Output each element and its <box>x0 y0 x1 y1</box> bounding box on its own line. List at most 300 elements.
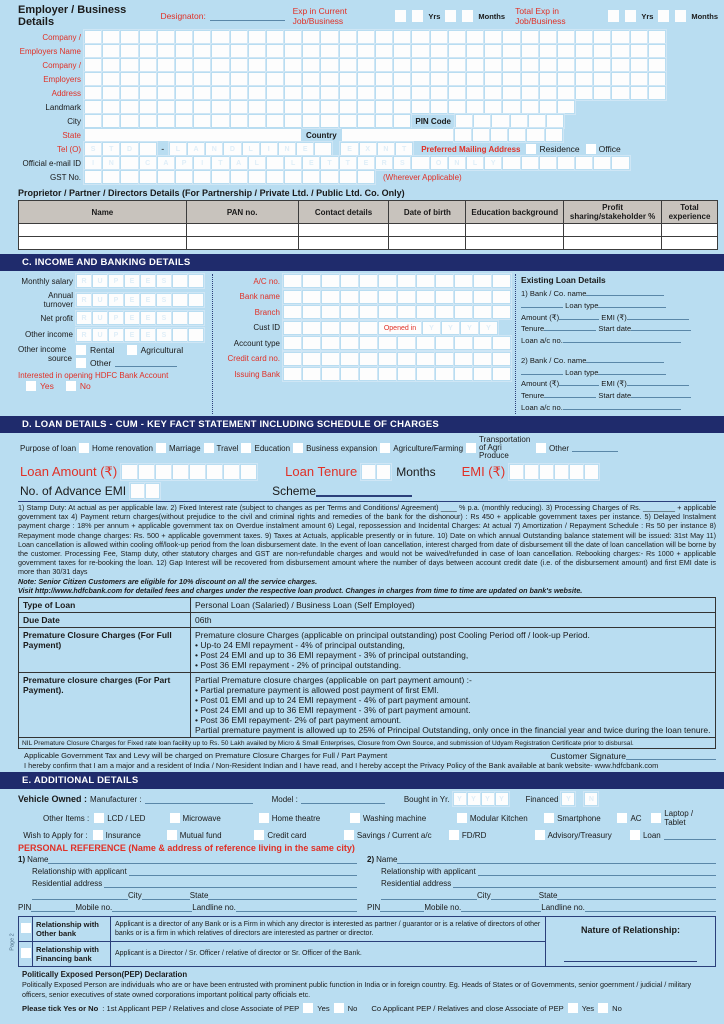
checkbox-pep-first-no[interactable] <box>334 1003 344 1013</box>
item-modular-kitchen: Modular Kitchen <box>469 813 528 823</box>
checkbox-relationship-other-bank[interactable] <box>21 923 31 933</box>
ref1-name-input[interactable] <box>48 855 357 864</box>
banking-col <box>217 274 512 414</box>
kf-key-due-date: Due Date <box>19 613 191 628</box>
tel-landline-comb[interactable]: L A N D L I N E <box>169 142 333 156</box>
ref1-relationship-input[interactable] <box>129 867 357 876</box>
loan2-emi-input[interactable] <box>627 379 689 386</box>
col-name: Name <box>19 201 187 224</box>
total-exp-mo-2[interactable] <box>674 9 687 23</box>
checkbox-fd-rd[interactable] <box>449 830 459 840</box>
proprietor-table <box>18 200 718 250</box>
charges-body: 1) Stamp Duty: At actual as per applicable law. 2) Fixed Interest rate (subject to changes as per Terms and Conditions/ Agreement) ____ % p.a. (monthly reducing). 3) Processing Charges of Rs. ________ + applicable government tax 4) Payment return charges(without prejudice to the civil and criminal rights and remedies of the bank for the dishonour) : Rs 450 + applicable government taxes per instance. 5) Delayed Instalment payment charge : 18% per annum + applicable government tax on Overdue instalment amount 6) Legal, repossession and Incidental Charges: At actual 7) Amortization / Repayment Schedule : Rs 50 per instance 8) Repayment mode change charges: Rs. 500 + applicable government taxes. 9) Taxes at Actuals, applicable presently or in future. 10) Date on which annual Outstanding balance statement will be issued: 31st May 11) Loan cancellation is allowed within cooling off/look-up period from the loan disbursement date. In the event of loan cancellation, interest charged from date of disbursement till the date of loan cancellation will be borne by the customer. Processing Fee, Stamp duty, other statutory charges and GST are non-refundable charges and would not be waived/refunded in case of loan cancellation. Rebooking charges:- Rs 1000 + applicable government taxes for re-booking the loan. 12) Gap Interest will be recovered from disbursement amount where the number of days between account credit date (i.e. of the disbursement amount) and first EMI date is more than 30/31 days <box>18 502 716 577</box>
other-income-source-label: Other income source <box>18 344 72 363</box>
kf-row-footer-note <box>19 738 716 749</box>
loan2-tenure-input[interactable] <box>544 391 596 398</box>
office-label: Office <box>598 144 621 154</box>
financed-label: Financed <box>525 794 559 804</box>
nature-input[interactable] <box>564 961 697 962</box>
loan-details-section <box>0 433 724 499</box>
checkbox-credit-card[interactable] <box>254 830 264 840</box>
city-comb[interactable] <box>84 114 411 128</box>
email-row <box>18 156 718 170</box>
hdfc-no-label: No <box>79 380 91 391</box>
nature-of-relationship-cell <box>546 917 716 967</box>
table-row[interactable] <box>19 237 718 250</box>
loan2-bank-input[interactable] <box>586 356 664 363</box>
ref1-mobile-label: Mobile no. <box>75 903 113 913</box>
advance-emi-label: No. of Advance EMI <box>20 483 127 498</box>
kf-part-line-1: • Partial premature payment is allowed post payment of first EMI. <box>195 685 439 696</box>
branch-row <box>217 305 512 319</box>
company-name-comb-1[interactable] <box>84 30 666 44</box>
checkbox-purpose-travel[interactable] <box>204 443 214 453</box>
exp-current-mo-2[interactable] <box>461 9 474 23</box>
loan2-startdate-label: Start date <box>598 391 632 401</box>
charges-note: Note: Senior Citizen Customers are eligible for 10% discount on all the service charges. <box>18 576 318 586</box>
employer-header-row <box>18 4 718 28</box>
vehicle-owned-label: Vehicle Owned : <box>18 794 88 805</box>
issuing-bank-label: Issuing Bank <box>234 369 280 379</box>
charges-visit: Visit http://www.hdfcbank.com for detailed fees and charges under the respective loan product. Changes in charges from time to time are updated on bank's website. <box>18 585 583 595</box>
ref1-address-label: Residential address <box>32 879 103 889</box>
bank-name-row <box>217 290 512 304</box>
loan2-amount-input[interactable] <box>559 379 599 386</box>
tel-label: Tel (O) <box>57 144 81 154</box>
pep-tick-label: Please tick Yes or No <box>22 1003 99 1013</box>
ref2-landline-label: Landline no. <box>541 903 585 913</box>
loan-amount-label: Loan Amount (₹) <box>20 463 118 479</box>
exp-current-label: Exp in Current Job/Business <box>292 6 347 26</box>
col-pan: PAN no. <box>186 201 298 224</box>
loan-amount-comb[interactable] <box>121 464 257 480</box>
pep-body: Politically Exposed Person are individuals who are or have been entrusted with prominent public function in India or in foreign country. Eg. Heads of States or of Governments, senior goernment / judicial / military officers, senior executives of state owned corporations important political party officials etc. <box>22 980 692 999</box>
income-divider <box>212 274 213 414</box>
checkbox-purpose-marriage[interactable] <box>156 443 166 453</box>
total-exp-label: Total Exp in Job/Business <box>515 6 566 26</box>
item-laptop-tablet: Laptop / Tablet <box>664 809 694 828</box>
pincode-comb[interactable] <box>455 114 564 128</box>
income-section <box>0 271 724 416</box>
item-washing-machine: Washing machine <box>362 813 427 823</box>
purpose-other-input[interactable] <box>572 444 618 452</box>
employer-title: Employer / Business Details <box>18 4 127 28</box>
loan2-type-input[interactable] <box>598 368 666 375</box>
col-profit: Profit sharing/stakeholder % <box>564 201 662 224</box>
loan1-bank-label: 1) Bank / Co. name <box>521 289 587 299</box>
checkbox-purpose-agriculture[interactable] <box>380 443 390 453</box>
financed-no-box[interactable]: N <box>584 792 598 806</box>
monthly-salary-comb[interactable]: R U P E E S <box>76 274 204 288</box>
ref2-name-input[interactable] <box>397 855 716 864</box>
proprietor-header-row <box>19 201 718 224</box>
loan1-emi-input[interactable] <box>627 313 689 320</box>
checkbox-mutual-fund[interactable] <box>167 830 177 840</box>
company-name-label-1: Company / <box>42 32 81 42</box>
manufacturer-input[interactable] <box>145 795 253 804</box>
state-country-row <box>18 128 718 142</box>
email-label: Official e-mail ID <box>22 158 81 168</box>
col-experience: Total experience <box>662 201 718 224</box>
company-address-comb-2[interactable] <box>84 72 666 86</box>
country-label: Country <box>306 130 337 140</box>
checkbox-savings-current[interactable] <box>344 830 354 840</box>
ref2-address-input[interactable] <box>453 879 716 888</box>
yrs-label-1: Yrs <box>428 11 441 21</box>
pep-first-no-label: No <box>347 1003 358 1013</box>
emi-label: EMI (₹) <box>461 463 506 479</box>
employer-section <box>0 0 724 184</box>
item-home-theatre: Home theatre <box>271 813 321 823</box>
scheme-label: Scheme <box>272 483 317 498</box>
residence-label: Residence <box>539 144 580 154</box>
exp-current-mo-1[interactable] <box>444 9 457 23</box>
company-address-row-1 <box>18 58 718 72</box>
ac-no-label: A/C no. <box>253 276 280 286</box>
item-lcd-led: LCD / LED <box>107 813 146 823</box>
vehicle-owned-row <box>18 792 716 806</box>
tax-levy-row <box>18 751 716 761</box>
loan2-tenure-label: Tenure <box>521 391 545 401</box>
item-smartphone: Smartphone <box>557 813 601 823</box>
checkbox-home-theatre[interactable] <box>259 813 269 823</box>
kf-row-premature-part <box>19 673 716 738</box>
ref1-city-label: City <box>128 891 142 901</box>
loan1-type-label: Loan type <box>565 300 599 310</box>
section-d-bar: D. LOAN DETAILS - CUM - KEY FACT STATEMENT INCLUDING SCHEDULE OF CHARGES <box>0 416 724 433</box>
purpose-home-renovation: Home renovation <box>92 443 153 453</box>
loan1-startdate-input[interactable] <box>631 324 691 331</box>
tel-row <box>18 142 718 156</box>
checkbox-microwave[interactable] <box>170 813 180 823</box>
wish-loan: Loan <box>642 830 661 840</box>
bank-name-comb[interactable] <box>283 290 511 304</box>
annual-turnover-label: Annual turnover <box>43 290 73 309</box>
checkbox-smartphone[interactable] <box>544 813 554 823</box>
relationship-row-other-bank <box>19 917 716 942</box>
kf-full-line-3: • Post 36 EMI repayment - 2% of principal outstanding. <box>195 660 402 671</box>
kf-part-line-3: • Post 24 EMI and up to 36 EMI repayment - 3% of part payment amount. <box>195 705 471 716</box>
loan2-bank-label: 2) Bank / Co. name <box>521 355 587 365</box>
ref2-name-label: Name <box>376 855 398 865</box>
company-address-comb-3[interactable] <box>84 86 666 100</box>
checkbox-residence[interactable] <box>526 144 536 154</box>
kf-full-line-0: Premature closure Charges (applicable on principal outstanding) post Cooling Period off / look-up Period. <box>195 630 590 641</box>
credit-card-no-comb[interactable] <box>283 352 511 366</box>
ref2-city-input[interactable] <box>491 891 539 900</box>
checkbox-pep-first-yes[interactable] <box>303 1003 313 1013</box>
kf-full-line-2: • Post 24 EMI and up to 36 EMI repayment - 3% of principal outstanding, <box>195 650 469 661</box>
item-ac: AC <box>630 813 642 823</box>
personal-reference-block <box>18 855 716 912</box>
wish-savings-current: Savings / Current a/c <box>356 830 432 840</box>
relationship-key-financing-bank: Relationship with Financing bank <box>33 942 111 967</box>
pep-first-yes-label: Yes <box>317 1003 330 1013</box>
reference-1 <box>18 855 367 912</box>
key-fact-table-section <box>0 595 724 770</box>
proprietor-title: Proprietor / Partner / Directors Details (For Partnership / Private Ltd. / Public Ltd. Co. Only) <box>18 188 405 198</box>
ref1-mobile-input[interactable] <box>112 903 192 912</box>
checkbox-hdfc-yes[interactable] <box>26 381 36 391</box>
existing-loan-divider <box>515 274 516 414</box>
declaration-line: I hereby confirm that I am a major and a resident of India / Non-Resident Indian and I have read, and I hereby accept the Privacy Policy of the Bank available at bank website- www.hdfcbank.com <box>24 761 659 771</box>
city-label: City <box>67 116 81 126</box>
other-income-comb[interactable]: R U P E E S <box>76 328 204 342</box>
loan2-type-pre[interactable] <box>521 368 563 375</box>
proprietor-section <box>0 184 724 250</box>
branch-label: Branch <box>254 307 280 317</box>
email-comb[interactable]: I N C A P I T A L L E T T E R S O N L Y <box>84 156 630 170</box>
ref1-address-line2[interactable] <box>32 891 128 900</box>
ac-no-row <box>217 274 512 288</box>
ref2-pin-input[interactable] <box>380 903 424 912</box>
ref2-state-input[interactable] <box>557 891 716 900</box>
section-c-bar: C. INCOME AND BANKING DETAILS <box>0 254 724 271</box>
cust-id-label: Cust ID <box>253 323 280 332</box>
emi-comb[interactable] <box>509 464 599 480</box>
months-label-1: Months <box>478 11 506 21</box>
checkbox-purpose-home-renovation[interactable] <box>79 443 89 453</box>
bought-in-comb[interactable]: Y Y Y Y <box>453 792 509 806</box>
charges-divider <box>18 501 716 502</box>
tel-std-comb[interactable]: S T D <box>84 142 157 156</box>
loan1-amount-label: Amount (₹) <box>521 312 560 322</box>
ref1-pin-input[interactable] <box>31 903 75 912</box>
checkbox-purpose-education[interactable] <box>241 443 251 453</box>
annual-turnover-comb[interactable]: R U P E E S <box>76 293 204 307</box>
months-label: Months <box>396 464 436 479</box>
other-income-source-input[interactable] <box>115 358 177 367</box>
wish-insurance: Insurance <box>105 830 141 840</box>
existing-loan-title: Existing Loan Details <box>521 275 606 285</box>
checkbox-hdfc-no[interactable] <box>66 381 76 391</box>
net-profit-label: Net profit <box>40 313 73 323</box>
kf-part-line-0: Partial Premature closure charges (applicable on part payment amount) :- <box>195 675 472 686</box>
table-row[interactable] <box>19 224 718 237</box>
company-name-label-2: Employers Name <box>19 46 81 56</box>
ref2-address-label: Residential address <box>381 879 452 889</box>
kf-value-premature-part <box>191 673 716 738</box>
state-input[interactable] <box>84 128 302 142</box>
financed-yes-box[interactable]: Y <box>561 792 575 806</box>
checkbox-purpose-other[interactable] <box>536 443 546 453</box>
loan2-emi-label: EMI (₹) <box>601 379 627 389</box>
ref1-landline-input[interactable] <box>236 903 357 912</box>
page-marker: Page 2 <box>10 932 16 951</box>
company-address-label-2: Employers <box>43 74 81 84</box>
cust-id-row <box>217 321 512 335</box>
company-address-label-3: Address <box>51 88 81 98</box>
purpose-label: Purpose of loan <box>20 443 77 453</box>
hdfc-interest-label: Interested in opening HDFC Bank Account <box>18 370 169 380</box>
ref2-state-label: State <box>538 891 558 901</box>
scheme-input[interactable] <box>316 485 412 497</box>
section-e-bar: E. ADDITIONAL DETAILS <box>0 772 724 789</box>
tax-levy-line: Applicable Government Tax and Levy will be charged on Premature Closure Charges for Full / Part Payment <box>24 751 388 761</box>
opened-in-label: Opened in <box>378 321 422 335</box>
total-exp-yrs-1[interactable] <box>607 9 620 23</box>
checkbox-washing-machine[interactable] <box>350 813 360 823</box>
loan1-bank-input[interactable] <box>586 289 664 296</box>
kf-row-due-date <box>19 613 716 628</box>
checkbox-other-income[interactable] <box>76 358 86 368</box>
gst-label: GST No. <box>50 172 81 182</box>
customer-signature-label: Customer Signature <box>550 750 626 761</box>
checkbox-loan[interactable] <box>630 830 640 840</box>
other-items-label: Other Items : <box>42 813 90 823</box>
loan-tenure-comb[interactable] <box>361 464 391 480</box>
ref1-state-input[interactable] <box>208 891 357 900</box>
ref2-pin-label: PIN <box>367 903 381 913</box>
tel-dash: - <box>161 144 165 154</box>
model-input[interactable] <box>301 795 385 804</box>
annual-turnover-row <box>18 291 208 309</box>
checkbox-purpose-transportation[interactable] <box>466 443 476 453</box>
loan1-tenure-input[interactable] <box>544 324 596 331</box>
pep-first-applicant-label: : 1st Applicant PEP / Relatives and close Associate of PEP <box>102 1003 300 1013</box>
loan2-acno-input[interactable] <box>563 403 681 410</box>
col-contact: Contact details <box>298 201 389 224</box>
ac-no-comb[interactable] <box>283 274 511 288</box>
relationship-key-other-bank: Relationship with Other bank <box>33 917 111 942</box>
purpose-agriculture: Agriculture/Farming <box>393 443 464 453</box>
ref1-relationship-label: Relationship with applicant <box>32 867 127 877</box>
ref2-address-line2[interactable] <box>381 891 477 900</box>
company-name-row-2 <box>18 44 718 58</box>
kf-value-type-of-loan: Personal Loan (Salaried) / Business Loan (Self Employed) <box>191 598 716 613</box>
checkbox-agricultural[interactable] <box>127 345 137 355</box>
checkbox-advisory-treasury[interactable] <box>535 830 545 840</box>
key-fact-table <box>18 597 716 749</box>
designation-label: Designaton: <box>160 11 206 21</box>
wish-loan-input[interactable] <box>664 831 716 840</box>
landmark-comb[interactable] <box>84 100 575 114</box>
model-label: Model : <box>271 794 298 804</box>
kf-row-type-of-loan <box>19 598 716 613</box>
checkbox-lcd-led[interactable] <box>94 813 104 823</box>
kf-value-due-date: 06th <box>191 613 716 628</box>
charges-text-section <box>0 499 724 595</box>
checkbox-office[interactable] <box>586 144 596 154</box>
purpose-business-expansion: Business expansion <box>306 443 378 453</box>
credit-card-no-row <box>217 352 512 366</box>
bank-name-label: Bank name <box>239 292 280 301</box>
checkbox-insurance[interactable] <box>93 830 103 840</box>
existing-loan-entry-2 <box>521 355 718 414</box>
preferred-mailing-label: Preferred Mailing Address <box>421 144 521 154</box>
checkbox-purpose-business-expansion[interactable] <box>293 443 303 453</box>
ref1-address-input[interactable] <box>104 879 357 888</box>
exp-current-yrs-1[interactable] <box>394 9 407 23</box>
checkbox-pep-co-yes[interactable] <box>568 1003 578 1013</box>
loan2-acno-label: Loan a/c no. <box>521 402 563 412</box>
checkbox-relationship-financing-bank[interactable] <box>21 948 31 958</box>
country-input[interactable] <box>341 128 454 142</box>
city-pin-row <box>18 114 718 128</box>
purpose-travel: Travel <box>216 443 239 453</box>
ref1-state-label: State <box>189 891 209 901</box>
designation-input[interactable] <box>210 12 285 21</box>
checkbox-modular-kitchen[interactable] <box>457 813 467 823</box>
months-label-2: Months <box>691 11 719 21</box>
company-name-comb-2[interactable] <box>84 44 666 58</box>
col-dob: Date of birth <box>389 201 466 224</box>
loan1-emi-label: EMI (₹) <box>601 312 627 322</box>
country-comb[interactable] <box>454 128 563 142</box>
company-address-label-1: Company / <box>42 60 81 70</box>
monthly-salary-row <box>18 274 208 288</box>
exp-current-yrs-2[interactable] <box>411 9 424 23</box>
checkbox-ac[interactable] <box>617 813 627 823</box>
branch-comb[interactable] <box>283 305 511 319</box>
ref1-city-input[interactable] <box>142 891 190 900</box>
kf-part-line-2: • Post 01 EMI and up to 24 EMI repayment - 4% of part payment amount. <box>195 695 471 706</box>
gst-comb[interactable] <box>84 170 375 184</box>
landmark-label: Landmark <box>45 102 81 112</box>
tel-exnt-comb[interactable]: E X N T <box>340 142 413 156</box>
kf-footer-note: NIL Premature Closure Charges for Fixed rate loan facility up to Rs. 50 Lakh availed by Micro & Small Enterprises, Closure from Own Source, and submission of Udyam Registration Certificate prior to disbursal. <box>19 738 716 749</box>
total-exp-mo-1[interactable] <box>657 9 670 23</box>
loan1-amount-input[interactable] <box>559 313 599 320</box>
advance-emi-comb[interactable] <box>130 483 160 499</box>
loan1-acno-input[interactable] <box>563 336 681 343</box>
loan-amount-row <box>20 464 718 480</box>
customer-signature-input[interactable] <box>626 751 716 760</box>
checkbox-rental[interactable] <box>76 345 86 355</box>
issuing-bank-comb[interactable] <box>283 367 511 381</box>
ref1-pin-label: PIN <box>18 903 32 913</box>
reference-2 <box>367 855 716 912</box>
account-type-comb[interactable] <box>283 336 511 350</box>
rental-label: Rental <box>90 344 115 355</box>
ref2-no: 2) <box>367 855 375 865</box>
pincode-label: PIN Code <box>415 116 451 126</box>
company-address-comb-1[interactable] <box>84 58 666 72</box>
existing-loan-section <box>521 274 718 414</box>
cust-id-comb[interactable]: Opened in Y Y Y Y <box>283 321 498 335</box>
pep-section <box>0 967 724 1013</box>
credit-card-no-label: Credit card no. <box>227 354 280 363</box>
loan2-startdate-input[interactable] <box>631 391 691 398</box>
checkbox-laptop-tablet[interactable] <box>651 813 661 823</box>
other-income-row <box>18 328 208 342</box>
net-profit-comb[interactable]: R U P E E S <box>76 311 204 325</box>
item-microwave: Microwave <box>182 813 221 823</box>
loan1-acno-label: Loan a/c no. <box>521 336 563 346</box>
ref1-landline-label: Landline no. <box>192 903 236 913</box>
loan1-type-input[interactable] <box>598 301 666 308</box>
ref2-landline-input[interactable] <box>585 903 716 912</box>
pep-co-applicant-label: Co Applicant PEP / Relatives and close Associate of PEP <box>371 1003 564 1013</box>
loan1-type-pre[interactable] <box>521 301 563 308</box>
yrs-label-2: Yrs <box>641 11 654 21</box>
personal-reference-title: PERSONAL REFERENCE (Name & address of reference living in the same city) <box>18 843 355 854</box>
kf-key-premature-full: Premature Closure Charges (For Full Payment) <box>19 628 191 673</box>
ref2-relationship-input[interactable] <box>478 867 716 876</box>
manufacturer-label: Manufacturer : <box>90 794 142 804</box>
gst-note: (Wherever Applicable) <box>383 172 462 182</box>
state-label: State <box>62 130 81 140</box>
ref2-mobile-input[interactable] <box>461 903 541 912</box>
total-exp-yrs-2[interactable] <box>624 9 637 23</box>
checkbox-pep-co-no[interactable] <box>598 1003 608 1013</box>
relationship-desc-other-bank: Applicant is a director of any Bank or is a Firm in which any director is interested as partner / guarantor or is a relative of directors of other banks or is a firm in which relatives of directors are interested as partner or director. <box>111 917 546 942</box>
kf-row-premature-full <box>19 628 716 673</box>
kf-full-line-1: • Up-to 24 EMI repayment - 4% of principal outstanding, <box>195 640 405 651</box>
existing-loan-entry-1 <box>521 288 718 347</box>
loan-tenure-label: Loan Tenure <box>285 464 358 480</box>
account-type-row <box>217 336 512 350</box>
